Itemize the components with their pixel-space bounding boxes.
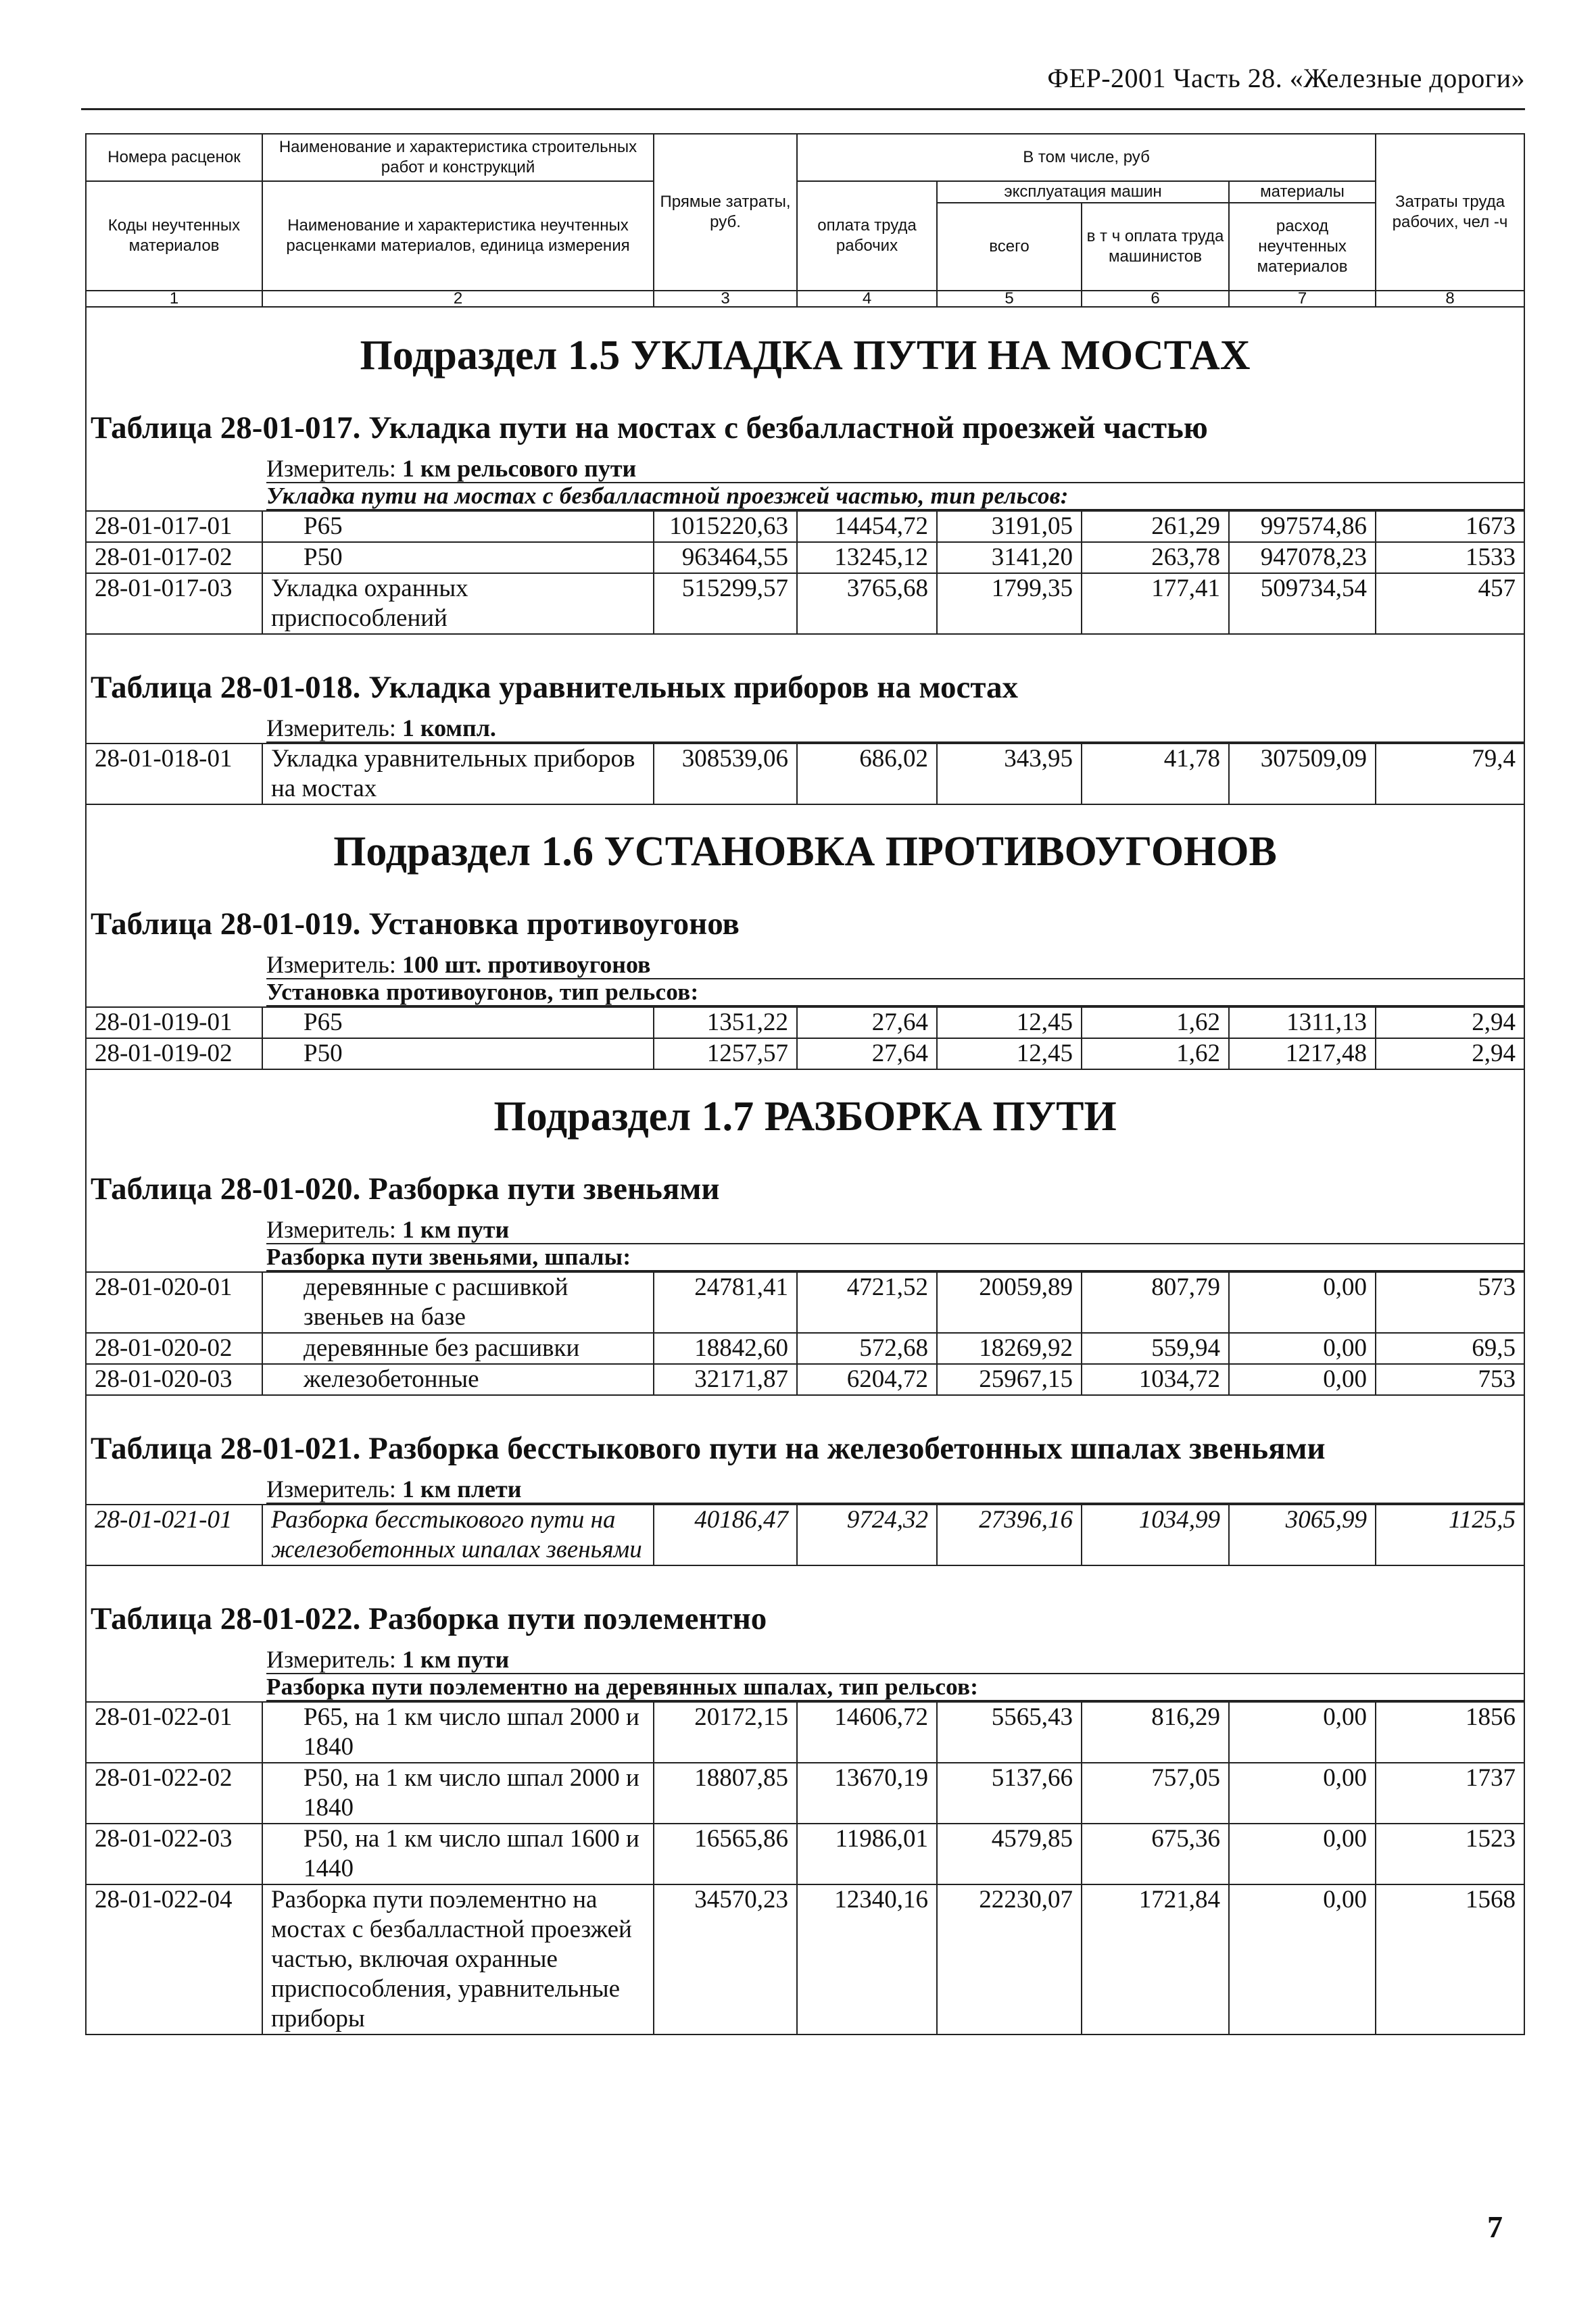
table-row	[86, 511, 1524, 542]
table-title: Таблица 28-01-021. Разборка бесстыкового пути на железобетонных шпалах звеньями	[86, 1395, 1524, 1476]
rate-name: Р50, на 1 км число шпал 2000 и 1840	[262, 1763, 654, 1824]
measure-line: Измеритель: 1 км плети	[266, 1476, 1524, 1504]
table-row	[86, 1333, 1524, 1364]
cell-direct: 515299,57	[654, 573, 797, 634]
cell-labor: 69,5	[1376, 1333, 1524, 1364]
cell-operators: 675,36	[1082, 1824, 1229, 1884]
cell-direct: 1015220,63	[654, 511, 797, 542]
cell-machines: 4579,85	[937, 1824, 1082, 1884]
cell-materials: 947078,23	[1229, 542, 1376, 573]
cell-direct: 18807,85	[654, 1763, 797, 1824]
measure-line: Измеритель: 1 км пути	[266, 1646, 1524, 1674]
table-row	[86, 1007, 1524, 1038]
rate-code: 28-01-018-01	[86, 744, 262, 804]
table-title: Таблица 28-01-018. Укладка уравнительных приборов на мостах	[86, 634, 1524, 714]
cell-materials: 0,00	[1229, 1884, 1376, 2034]
rate-name: Укладка охранных приспособлений	[262, 573, 654, 634]
cell-machines: 12,45	[937, 1007, 1082, 1038]
group-heading: Установка противоугонов, тип рельсов:	[266, 979, 1524, 1006]
cell-labor: 2,94	[1376, 1007, 1524, 1038]
col-number: 2	[262, 291, 654, 307]
cell-machines: 3191,05	[937, 511, 1082, 542]
price-table	[85, 133, 1524, 2035]
cell-wage: 27,64	[797, 1038, 937, 1069]
cell-wage: 12340,16	[797, 1884, 937, 2034]
cell-labor: 2,94	[1376, 1038, 1524, 1069]
cell-materials: 3065,99	[1229, 1505, 1376, 1565]
cell-labor: 457	[1376, 573, 1524, 634]
cell-labor: 573	[1376, 1272, 1524, 1333]
cell-wage: 13670,19	[797, 1763, 937, 1824]
col-wage-header: оплата труда рабочих	[797, 181, 937, 291]
machines-header: эксплуатация машин	[937, 181, 1229, 203]
cell-wage: 572,68	[797, 1333, 937, 1364]
header-row-2	[86, 181, 1524, 203]
rate-code: 28-01-017-02	[86, 542, 262, 573]
materials-header: материалы	[1229, 181, 1376, 203]
column-numbers-row	[86, 291, 1524, 307]
cell-labor: 1673	[1376, 511, 1524, 542]
group-heading: Укладка пути на мостах с безбалластной проезжей частью, тип рельсов:	[266, 483, 1524, 510]
cell-direct: 24781,41	[654, 1272, 797, 1333]
cell-direct: 34570,23	[654, 1884, 797, 2034]
cell-operators: 1034,99	[1082, 1505, 1229, 1565]
rate-name: Укладка уравнительных приборов на мостах	[262, 744, 654, 804]
rate-code: 28-01-020-02	[86, 1333, 262, 1364]
cell-direct: 308539,06	[654, 744, 797, 804]
cell-labor: 753	[1376, 1364, 1524, 1395]
cell-machines: 12,45	[937, 1038, 1082, 1069]
rate-code: 28-01-019-01	[86, 1007, 262, 1038]
table-row	[86, 573, 1524, 634]
cell-direct: 1351,22	[654, 1007, 797, 1038]
col-material-name-header: Наименование и характеристика неучтенных расценками материалов, единица измерения	[262, 181, 654, 291]
col-number: 4	[797, 291, 937, 307]
col-number: 3	[654, 291, 797, 307]
cell-operators: 261,29	[1082, 511, 1229, 542]
cell-operators: 1,62	[1082, 1038, 1229, 1069]
measure-line: Измеритель: 1 км пути	[266, 1216, 1524, 1244]
table-title: Таблица 28-01-019. Установка противоугонов	[86, 896, 1524, 951]
table-row	[86, 1702, 1524, 1763]
cell-wage: 9724,32	[797, 1505, 937, 1565]
table-row	[86, 542, 1524, 573]
table-row	[86, 1884, 1524, 2034]
rate-name: Разборка бесстыкового пути на железобетонных шпалах звеньями	[262, 1505, 654, 1565]
rate-name: Р50	[262, 542, 654, 573]
section-title: Подраздел 1.7 РАЗБОРКА ПУТИ	[86, 1069, 1524, 1161]
table-title: Таблица 28-01-022. Разборка пути поэлементно	[86, 1565, 1524, 1646]
col-name-header: Наименование и характеристика строительных работ и конструкций	[262, 134, 654, 181]
col-direct-costs-header: Прямые затраты, руб.	[654, 134, 797, 291]
cell-machines: 1799,35	[937, 573, 1082, 634]
cell-wage: 14454,72	[797, 511, 937, 542]
incl-header: В том числе, руб	[797, 134, 1376, 181]
measure-line: Измеритель: 100 шт. противоугонов	[266, 951, 1524, 979]
cell-operators: 1034,72	[1082, 1364, 1229, 1395]
cell-operators: 816,29	[1082, 1702, 1229, 1763]
rate-code: 28-01-022-04	[86, 1884, 262, 2034]
table-title: Таблица 28-01-020. Разборка пути звеньями	[86, 1161, 1524, 1216]
page-number: 7	[1487, 2210, 1503, 2244]
rate-name: Р65	[262, 511, 654, 542]
rate-name: Р50	[262, 1038, 654, 1069]
section-title: Подраздел 1.5 УКЛАДКА ПУТИ НА МОСТАХ	[86, 307, 1524, 399]
table-row	[86, 1038, 1524, 1069]
table-row	[86, 1763, 1524, 1824]
cell-direct: 1257,57	[654, 1038, 797, 1069]
col-number: 6	[1082, 291, 1229, 307]
col-number: 8	[1376, 291, 1524, 307]
col-number: 5	[937, 291, 1082, 307]
rate-name: Р50, на 1 км число шпал 1600 и 1440	[262, 1824, 654, 1884]
cell-machines: 20059,89	[937, 1272, 1082, 1333]
cell-labor: 1533	[1376, 542, 1524, 573]
group-heading: Разборка пути звеньями, шпалы:	[266, 1244, 1524, 1271]
cell-materials: 997574,86	[1229, 511, 1376, 542]
cell-labor: 1568	[1376, 1884, 1524, 2034]
cell-direct: 18842,60	[654, 1333, 797, 1364]
table-title: Таблица 28-01-017. Укладка пути на мостах с безбалластной проезжей частью	[86, 399, 1524, 455]
col-operators-wage-header: в т ч оплата труда машинистов	[1082, 203, 1229, 291]
cell-machines: 5137,66	[937, 1763, 1082, 1824]
cell-wage: 6204,72	[797, 1364, 937, 1395]
cell-operators: 757,05	[1082, 1763, 1229, 1824]
cell-operators: 263,78	[1082, 542, 1229, 573]
header-row-1	[86, 134, 1524, 181]
cell-wage: 4721,52	[797, 1272, 937, 1333]
col-codes-header: Номера расценок	[86, 134, 262, 181]
cell-machines: 22230,07	[937, 1884, 1082, 2034]
cell-direct: 20172,15	[654, 1702, 797, 1763]
cell-materials: 0,00	[1229, 1702, 1376, 1763]
col-machines-total-header: всего	[937, 203, 1082, 291]
cell-materials: 0,00	[1229, 1763, 1376, 1824]
cell-wage: 11986,01	[797, 1824, 937, 1884]
col-number: 7	[1229, 291, 1376, 307]
table-row	[86, 1364, 1524, 1395]
table-row	[86, 1272, 1524, 1333]
cell-materials: 509734,54	[1229, 573, 1376, 634]
cell-labor: 1523	[1376, 1824, 1524, 1884]
cell-machines: 343,95	[937, 744, 1082, 804]
col-material-codes-header: Коды неучтенных материалов	[86, 181, 262, 291]
rate-code: 28-01-020-01	[86, 1272, 262, 1333]
table-row	[86, 744, 1524, 804]
cell-direct: 16565,86	[654, 1824, 797, 1884]
cell-labor: 79,4	[1376, 744, 1524, 804]
cell-materials: 0,00	[1229, 1364, 1376, 1395]
section-title: Подраздел 1.6 УСТАНОВКА ПРОТИВОУГОНОВ	[86, 804, 1524, 896]
cell-wage: 686,02	[797, 744, 937, 804]
rate-code: 28-01-021-01	[86, 1505, 262, 1565]
rate-name: деревянные с расшивкой звеньев на базе	[262, 1272, 654, 1333]
cell-operators: 1721,84	[1082, 1884, 1229, 2034]
measure-line: Измеритель: 1 км рельсового пути	[266, 455, 1524, 483]
cell-labor: 1737	[1376, 1763, 1524, 1824]
running-header: ФЕР-2001 Часть 28. «Железные дороги»	[1047, 63, 1525, 93]
rate-name: Р65, на 1 км число шпал 2000 и 1840	[262, 1702, 654, 1763]
rate-code: 28-01-020-03	[86, 1364, 262, 1395]
cell-wage: 13245,12	[797, 542, 937, 573]
rate-code: 28-01-019-02	[86, 1038, 262, 1069]
cell-materials: 0,00	[1229, 1824, 1376, 1884]
measure-line: Измеритель: 1 компл.	[266, 714, 1524, 743]
rate-name: деревянные без расшивки	[262, 1333, 654, 1364]
table-row	[86, 1505, 1524, 1565]
cell-wage: 14606,72	[797, 1702, 937, 1763]
cell-wage: 3765,68	[797, 573, 937, 634]
rate-name: Разборка пути поэлементно на мостах с безбалластной проезжей частью, включая охранные приспособления, уравнительные приборы	[262, 1884, 654, 2034]
cell-wage: 27,64	[797, 1007, 937, 1038]
cell-materials: 1311,13	[1229, 1007, 1376, 1038]
cell-direct: 32171,87	[654, 1364, 797, 1395]
cell-labor: 1856	[1376, 1702, 1524, 1763]
cell-direct: 40186,47	[654, 1505, 797, 1565]
group-heading: Разборка пути поэлементно на деревянных шпалах, тип рельсов:	[266, 1674, 1524, 1701]
header-divider	[81, 108, 1525, 110]
cell-machines: 25967,15	[937, 1364, 1082, 1395]
rate-code: 28-01-022-03	[86, 1824, 262, 1884]
cell-materials: 0,00	[1229, 1272, 1376, 1333]
cell-operators: 1,62	[1082, 1007, 1229, 1038]
cell-operators: 559,94	[1082, 1333, 1229, 1364]
cell-operators: 807,79	[1082, 1272, 1229, 1333]
col-number: 1	[86, 291, 262, 307]
cell-operators: 177,41	[1082, 573, 1229, 634]
cell-machines: 27396,16	[937, 1505, 1082, 1565]
cell-operators: 41,78	[1082, 744, 1229, 804]
cell-materials: 0,00	[1229, 1333, 1376, 1364]
cell-machines: 18269,92	[937, 1333, 1082, 1364]
table-row	[86, 1824, 1524, 1884]
cell-direct: 963464,55	[654, 542, 797, 573]
cell-machines: 5565,43	[937, 1702, 1082, 1763]
rate-code: 28-01-017-01	[86, 511, 262, 542]
cell-labor: 1125,5	[1376, 1505, 1524, 1565]
rate-code: 28-01-017-03	[86, 573, 262, 634]
col-materials-header: расход неучтенных материалов	[1229, 203, 1376, 291]
rate-code: 28-01-022-01	[86, 1702, 262, 1763]
cell-machines: 3141,20	[937, 542, 1082, 573]
cell-materials: 307509,09	[1229, 744, 1376, 804]
rate-name: железобетонные	[262, 1364, 654, 1395]
rate-code: 28-01-022-02	[86, 1763, 262, 1824]
col-labor-header: Затраты труда рабочих, чел -ч	[1376, 134, 1524, 291]
cell-materials: 1217,48	[1229, 1038, 1376, 1069]
rate-name: Р65	[262, 1007, 654, 1038]
